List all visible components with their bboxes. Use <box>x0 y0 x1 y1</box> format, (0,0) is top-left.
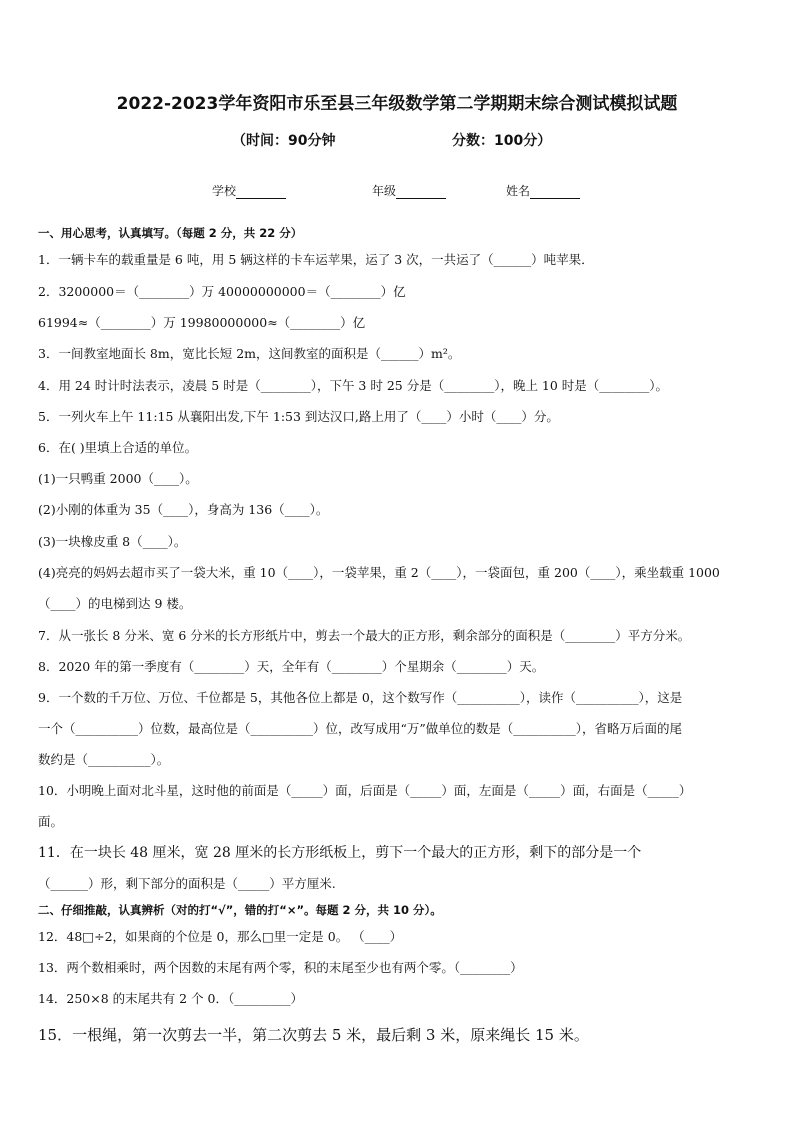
question-6-4b: （____）的电梯到达 9 楼。 <box>38 596 192 611</box>
school-field <box>212 182 286 199</box>
name-field <box>506 182 580 199</box>
question-6-4a: (4)亮亮的妈妈去超市买了一袋大米，重 10（____），一袋苹果，重 2（____），一袋面包，重 200（____），乘坐载重 1000 <box>38 565 720 580</box>
exam-score: 分数：100分） <box>452 133 552 149</box>
school-label: 学校 <box>212 184 237 198</box>
exam-title: 2022-2023学年资阳市乐至县三年级数学第二学期期末综合测试模拟试题 <box>116 94 678 114</box>
question-9c: 数约是（__________）。 <box>38 752 170 767</box>
name-label: 姓名 <box>506 184 531 198</box>
section-1-heading: 一、用心思考，认真填写。（每题 2 分，共 22 分） <box>38 226 303 240</box>
question-9b: 一个（__________）位数，最高位是（__________）位，改写成用“万”做单位的数是（__________），省略万后面的尾 <box>38 721 683 736</box>
question-14: 14．250×8 的末尾共有 2 个 0．（_________） <box>38 991 303 1006</box>
question-3: 3．一间教室地面长 8m，宽比长短 2m，这间教室的面积是（______）m²。 <box>38 346 461 361</box>
question-7: 7．从一张长 8 分米、宽 6 分米的长方形纸片中，剪去一个最大的正方形，剩余部分的面积是（________）平方分米。 <box>38 628 691 643</box>
grade-blank <box>396 186 446 199</box>
question-10b: 面。 <box>38 814 64 829</box>
question-10a: 10．小明晚上面对北斗星，这时他的前面是（_____）面，后面是（_____）面，左面是（_____）面，右面是（_____） <box>38 783 692 798</box>
question-15: 15．一根绳，第一次剪去一半，第二次剪去 5 米，最后剩 3 米，原来绳长 15 米。 <box>38 1026 589 1044</box>
question-6-1: (1)一只鸭重 2000（____）。 <box>38 471 198 486</box>
section-2-heading: 二、仔细推敲，认真辨析（对的打“√”，错的打“×”。每题 2 分，共 10 分）。 <box>38 903 442 917</box>
question-6-3: (3)一块橡皮重 8（____）。 <box>38 534 187 549</box>
question-5: 5．一列火车上午 11:15 从襄阳出发,下午 1:53 到达汉口,路上用了（____）小时（____）分。 <box>38 409 559 424</box>
exam-time: （时间：90分钟 <box>232 133 336 149</box>
question-6-2: (2)小刚的体重为 35（____），身高为 136（____）。 <box>38 502 329 517</box>
question-2b: 61994≈（________）万 19980000000≈（________）亿 <box>38 315 366 330</box>
question-1: 1．一辆卡车的载重量是 6 吨，用 5 辆这样的卡车运苹果，运了 3 次，一共运了（______）吨苹果． <box>38 252 594 267</box>
school-blank <box>236 186 286 199</box>
question-12: 12．48□÷2，如果商的个位是 0，那么□里一定是 0。 （____） <box>38 929 403 944</box>
question-9a: 9．一个数的千万位、万位、千位都是 5，其他各位上都是 0，这个数写作（__________），读作（__________），这是 <box>38 690 683 705</box>
question-11a: 11．在一块长 48 厘米，宽 28 厘米的长方形纸板上，剪下一个最大的正方形，剩下的部分是一个 <box>38 845 642 861</box>
grade-field <box>372 182 446 199</box>
question-11b: （______）形，剩下部分的面积是（_____）平方厘米. <box>38 876 336 891</box>
question-13: 13．两个数相乘时，两个因数的末尾有两个零，积的末尾至少也有两个零。（________） <box>38 960 523 975</box>
name-blank <box>530 186 580 199</box>
grade-label: 年级 <box>372 184 397 198</box>
question-4: 4．用 24 时计时法表示，凌晨 5 时是（________），下午 3 时 25 分是（________），晚上 10 时是（________）。 <box>38 378 669 393</box>
question-2a: 2．3200000＝（________）万 40000000000＝（________）亿 <box>38 284 406 299</box>
question-6: 6．在( )里填上合适的单位。 <box>38 440 198 455</box>
question-8: 8．2020 年的第一季度有（________）天，全年有（________）个星期余（________）天。 <box>38 659 545 674</box>
